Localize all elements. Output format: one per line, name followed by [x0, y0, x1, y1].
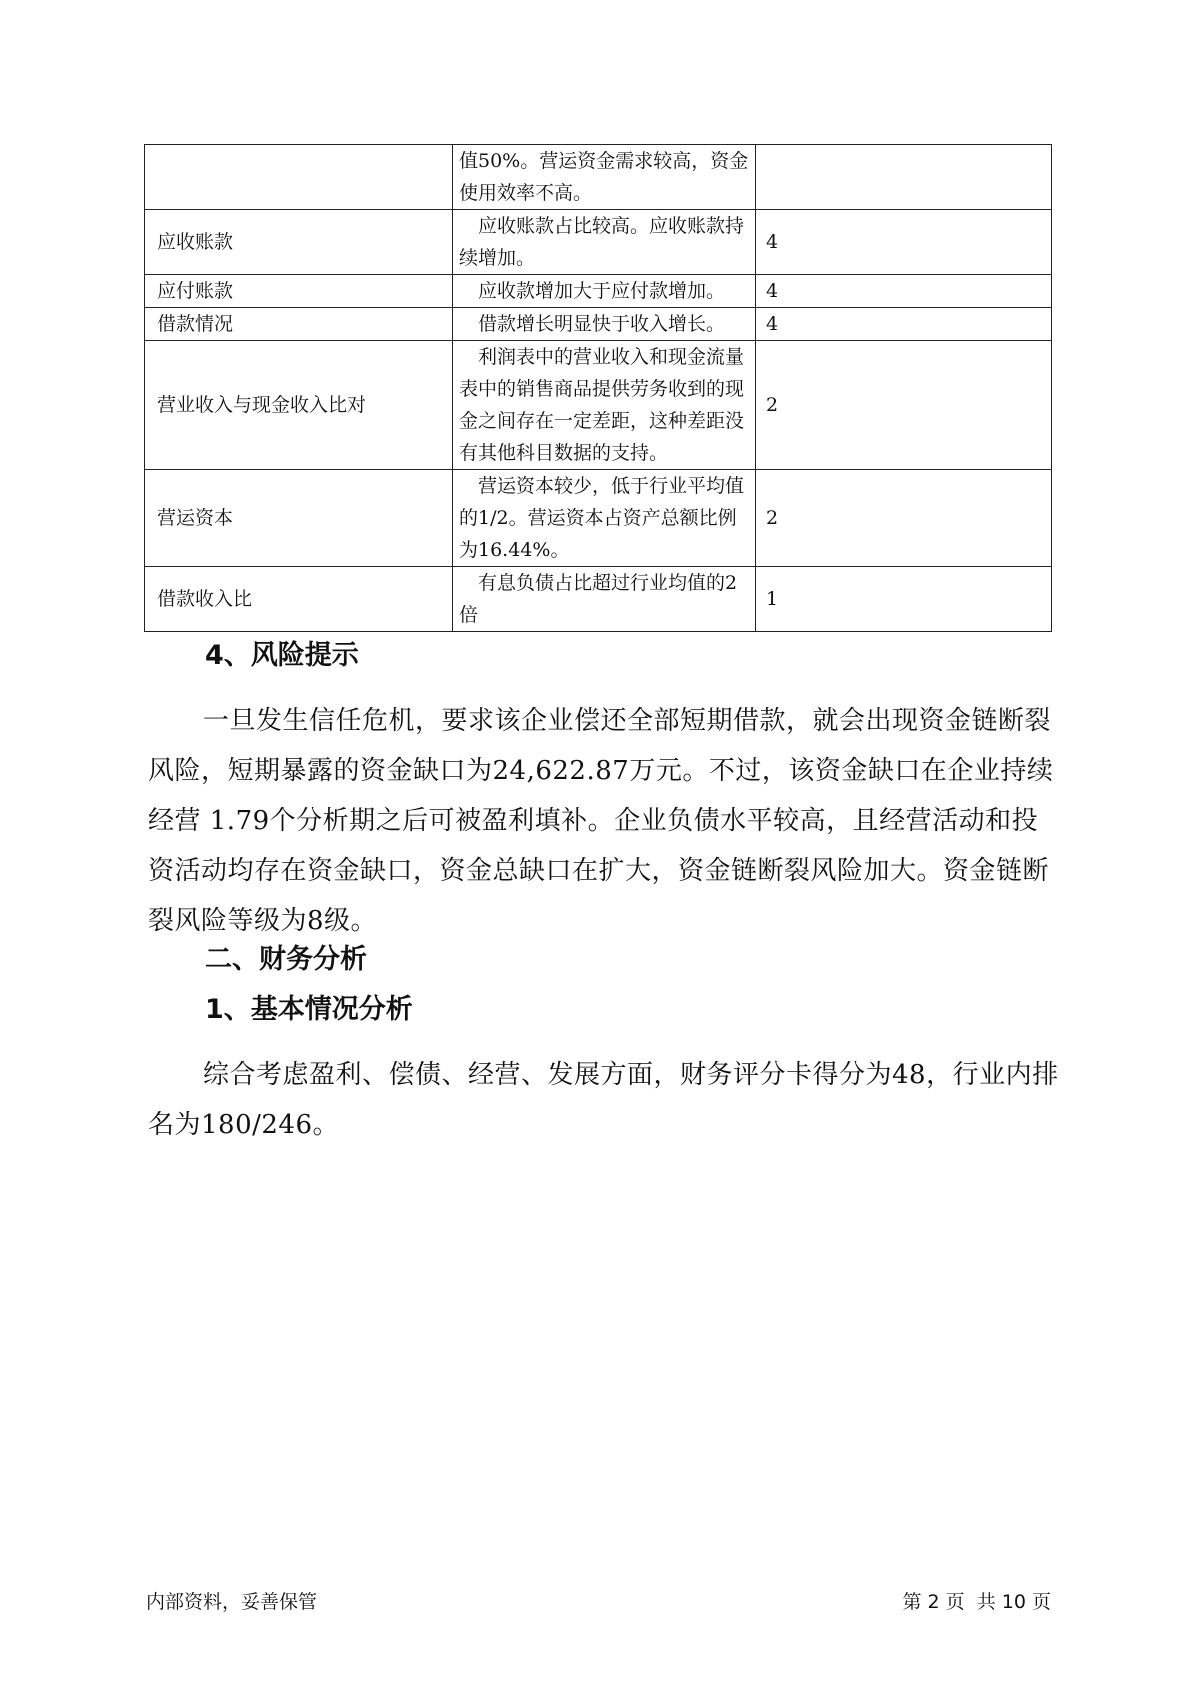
confidential-note: 内部资料，妥善保管 [146, 1591, 318, 1613]
table-row [145, 567, 1052, 632]
table-cell-item: 营运资本 [145, 470, 453, 567]
table-row [145, 341, 1052, 470]
table-cell-item: 借款情况 [145, 308, 453, 341]
table-row [145, 210, 1052, 275]
table-row [145, 145, 1052, 210]
finance-heading: 二、财务分析 [205, 944, 367, 975]
table-cell-desc: 营运资本较少，低于行业平均值的1/2。营运资本占资产总额比例为16.44%。 [453, 470, 756, 567]
risk-paragraph: 一旦发生信任危机，要求该企业偿还全部短期借款，就会出现资金链断裂风险，短期暴露的资金缺口为24,622.87万元。不过，该资金缺口在企业持续经营 1.79个分析期之后可被盈利填补。企业负债水平较高，且经营活动和投资活动均存在资金缺口，资金总缺口在扩大，资金链断裂风险加大。资金链断裂风险等级为8级。 [148, 706, 1054, 936]
table-cell-desc: 值50%。营运资金需求较高，资金使用效率不高。 [453, 145, 756, 210]
table-cell-item: 应付账款 [145, 275, 453, 308]
table-row [145, 275, 1052, 308]
table-cell-item: 借款收入比 [145, 567, 453, 632]
table-cell-score: 2 [756, 470, 1052, 567]
basic-analysis-paragraph: 综合考虑盈利、偿债、经营、发展方面，财务评分卡得分为48，行业内排名为180/246。 [148, 1060, 1059, 1140]
page-number: 第 2 页 共 10 页 [902, 1591, 1051, 1613]
table-cell-desc: 有息负债占比超过行业均值的2倍 [453, 567, 756, 632]
table-cell-item: 应收账款 [145, 210, 453, 275]
table-cell-desc: 应收款增加大于应付款增加。 [453, 275, 756, 308]
table-cell-desc: 利润表中的营业收入和现金流量表中的销售商品提供劳务收到的现金之间存在一定差距，这种差距没有其他科目数据的支持。 [453, 341, 756, 470]
risk-heading: 4、风险提示 [205, 640, 359, 671]
table-cell-desc: 借款增长明显快于收入增长。 [453, 308, 756, 341]
table-cell-score: 2 [756, 341, 1052, 470]
table-cell-item [145, 145, 453, 210]
table-cell-desc: 应收账款占比较高。应收账款持续增加。 [453, 210, 756, 275]
table-cell-score: 4 [756, 308, 1052, 341]
table-cell-score [756, 145, 1052, 210]
table-row [145, 308, 1052, 341]
risk-indicator-table [144, 144, 1052, 632]
table-cell-score: 1 [756, 567, 1052, 632]
basic-analysis-heading: 1、基本情况分析 [205, 994, 413, 1025]
table-row [145, 470, 1052, 567]
table-cell-item: 营业收入与现金收入比对 [145, 341, 453, 470]
table-cell-score: 4 [756, 210, 1052, 275]
table-cell-score: 4 [756, 275, 1052, 308]
